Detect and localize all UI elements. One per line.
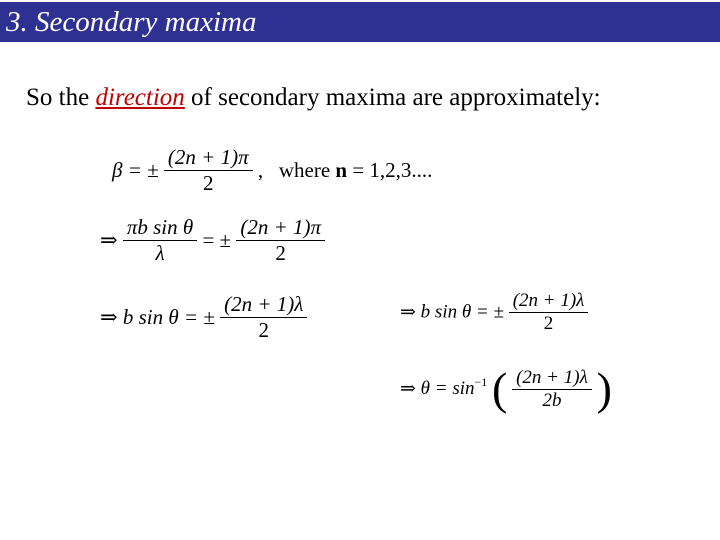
eq5-left-paren: ( xyxy=(492,363,508,414)
eq1-lhs: β = ± xyxy=(112,158,159,182)
eq3-implies: ⇒ xyxy=(100,305,118,329)
intro-text xyxy=(26,84,601,112)
eq3-fraction xyxy=(220,292,307,343)
eq1-where-values: = 1,2,3.... xyxy=(347,158,433,182)
eq1-numerator: (2n + 1)π xyxy=(164,145,253,171)
eq2-left-fraction xyxy=(123,215,197,266)
eq4-lhs: b sin θ = ± xyxy=(420,301,504,323)
eq2-implies: ⇒ xyxy=(100,228,118,252)
equation-beta xyxy=(112,145,432,196)
eq5-superscript: −1 xyxy=(474,375,488,390)
equation-bsin-left xyxy=(100,292,307,343)
eq2-left-denominator: λ xyxy=(155,241,165,265)
eq3-numerator: (2n + 1)λ xyxy=(220,292,307,318)
equation-path-difference xyxy=(100,215,325,266)
eq2-right-denominator: 2 xyxy=(275,241,286,265)
equation-theta xyxy=(400,363,612,414)
eq2-left-numerator: πb sin θ xyxy=(123,215,197,241)
eq1-fraction xyxy=(164,145,253,196)
eq1-where-n: n xyxy=(335,158,348,182)
eq5-numerator: (2n + 1)λ xyxy=(512,367,592,390)
intro-before: So the xyxy=(26,84,96,111)
eq5-denominator: 2b xyxy=(542,389,562,411)
intro-after: of secondary maxima are approximately: xyxy=(184,84,601,111)
eq5-right-paren: ) xyxy=(596,363,612,414)
eq3-denominator: 2 xyxy=(258,318,270,342)
eq4-implies: ⇒ xyxy=(400,302,416,323)
intro-emphasis: direction xyxy=(95,84,185,111)
equation-bsin-right xyxy=(400,290,588,335)
title-box xyxy=(0,2,720,42)
eq5-lhs: θ = sin xyxy=(420,378,475,399)
eq5-fraction xyxy=(512,367,592,412)
eq3-lhs: b sin θ = ± xyxy=(122,305,215,329)
eq5-implies: ⇒ xyxy=(400,378,416,400)
eq2-right-numerator: (2n + 1)π xyxy=(236,215,325,241)
eq4-denominator: 2 xyxy=(543,313,554,334)
eq4-numerator: (2n + 1)λ xyxy=(509,290,589,313)
title-bar xyxy=(0,0,720,44)
eq2-right-fraction xyxy=(236,215,325,266)
eq4-fraction xyxy=(509,290,589,335)
slide-title: 3. Secondary maxima xyxy=(6,6,257,38)
eq1-where-prefix: , where xyxy=(257,158,336,182)
eq1-denominator: 2 xyxy=(203,171,214,195)
eq2-equals-pm: = ± xyxy=(202,228,232,252)
